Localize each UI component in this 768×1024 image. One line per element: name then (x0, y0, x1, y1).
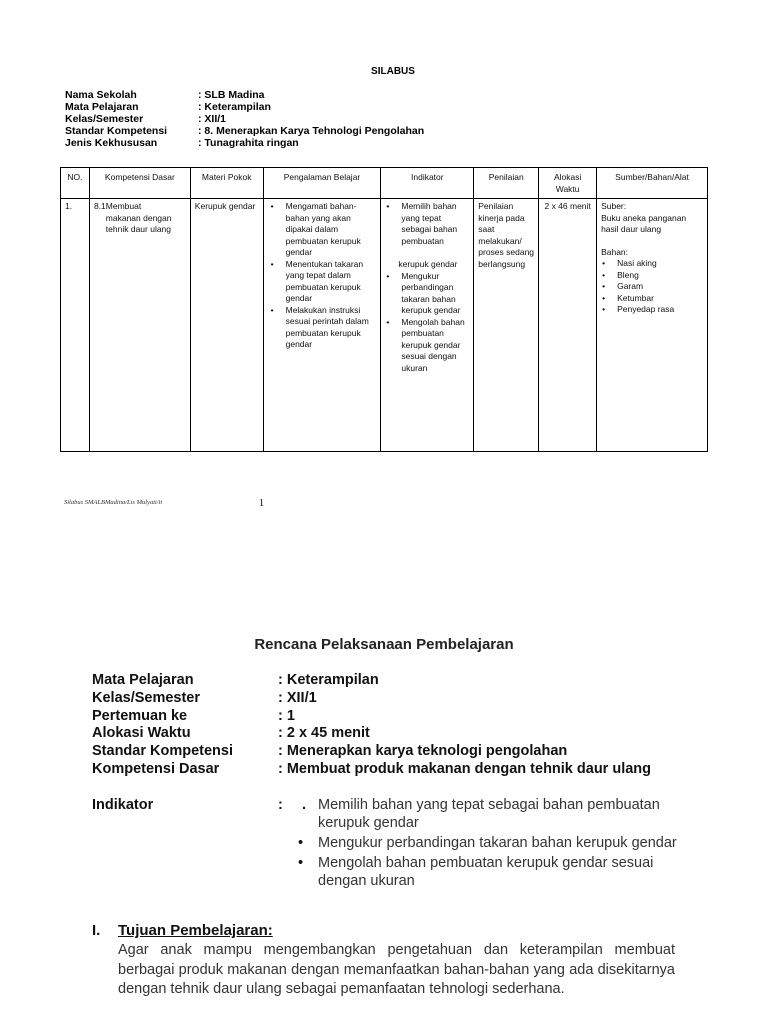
sumber-text: Buku aneka panganan hasil daur ulang (601, 212, 687, 234)
rpp-title: Rencana Pelaksanaan Pembelajaran (254, 636, 514, 653)
info-value: : Keterampilan (278, 672, 379, 688)
list-item: • Mengamati bahan-bahan yang akan dipakai dalam pembuatan kerupuk gendar (270, 201, 377, 259)
info-label: Jenis Kekhususan (65, 137, 158, 149)
info-value: : 8. Menerapkan Karya Tehnologi Pengolahan (198, 125, 425, 137)
cell-no: 1. (61, 199, 90, 452)
info-label: Standar Kompetensi (65, 125, 168, 137)
info-row (65, 101, 424, 113)
column-header: NO. (61, 168, 90, 199)
column-header: Indikator (381, 168, 474, 199)
list-item: • Menentukan takaran yang tepat dalam pembuatan kerupuk gendar (270, 259, 377, 305)
column-header: Penilaian (474, 168, 539, 199)
list-item: • Nasi aking (601, 258, 703, 270)
info-value: : XII/1 (278, 689, 317, 706)
indikator-label: Indikator (92, 797, 154, 813)
list-item: • Penyedap rasa (601, 304, 703, 316)
info-value: : XII/1 (198, 113, 227, 125)
indikator-list (318, 796, 688, 892)
column-header: Sumber/Bahan/Alat (597, 168, 708, 199)
list-item: • Mengukur perbandingan takaran bahan kerupuk gendar (385, 271, 469, 317)
info-row (92, 743, 658, 761)
list-item (385, 201, 469, 271)
sumber-label: Suber: (601, 201, 627, 211)
section-number: I. (92, 922, 101, 939)
cell-kompetensi (89, 199, 190, 452)
indikator-text: Memilih bahan yang tepat sebagai bahan pembuatan (401, 201, 458, 246)
info-value: : Tunagrahita ringan (198, 137, 299, 149)
info-value: : Menerapkan karya teknologi pengolahan (278, 743, 568, 760)
info-value: : Keterampilan (198, 101, 271, 113)
info-label: Alokasi Waktu (92, 725, 191, 742)
info-label: Mata Pelajaran (92, 672, 194, 688)
table-header-row (61, 168, 708, 199)
info-label: Kelas/Semester (65, 113, 144, 125)
list-item: • Mengolah bahan pembuatan kerupuk gendar sesuai dengan ukuran (385, 317, 469, 375)
column-header: Pengalaman Belajar (263, 168, 381, 199)
list-item: • Bleng (601, 270, 703, 282)
info-row (65, 89, 424, 101)
info-label: Mata Pelajaran (65, 101, 139, 113)
cell-pengalaman (263, 199, 381, 452)
info-row (92, 672, 658, 690)
info-row (92, 725, 658, 743)
info-label: Kompetensi Dasar (92, 760, 220, 777)
list-item: . Memilih bahan yang tepat sebagai bahan pembuatan kerupuk gendar (318, 796, 688, 832)
rpp-info (92, 672, 658, 779)
cell-indikator (381, 199, 474, 452)
table-row (61, 199, 708, 452)
bahan-label: Bahan: (601, 246, 629, 257)
info-row (92, 690, 658, 708)
silabus-title: SILABUS (371, 66, 415, 77)
kd-text: Membuat makanan dengan tehnik daur ulang (105, 201, 172, 234)
column-header: Alokasi Waktu (539, 168, 597, 199)
info-value: : 2 x 45 menit (278, 725, 370, 742)
page-footer: Silabus SMALBMadina/Lis Mulyati/ti (64, 499, 163, 506)
section-heading (92, 922, 273, 939)
info-label: Kelas/Semester (92, 689, 201, 706)
list-item: • Melakukan instruksi sesuai perintah dalam pembuatan kerupuk gendar (270, 305, 377, 351)
column-header: Materi Pokok (190, 168, 263, 199)
info-label: Nama Sekolah (65, 89, 137, 101)
list-item: • Ketumbar (601, 293, 703, 305)
info-row (65, 125, 424, 137)
info-row (92, 761, 658, 779)
indikator-colon: : (278, 797, 283, 813)
info-row (65, 137, 424, 149)
silabus-info (65, 89, 424, 149)
cell-materi: Kerupuk gendar (190, 199, 263, 452)
list-item: • Mengukur perbandingan takaran bahan kerupuk gendar (318, 834, 688, 852)
info-row (92, 708, 658, 726)
section-paragraph: Agar anak mampu mengembangkan pengetahuan dan keterampilan membuat berbagai produk makanan dengan memanfaatkan bahan-bahan yang ada disekitarnya dengan tehnik daur ulang sebagai pemanfaatan tehnologi sederhana. (118, 942, 675, 997)
cell-sumber (597, 199, 708, 452)
info-label: Standar Kompetensi (92, 743, 233, 760)
indikator-text-cont: kerupuk gendar (398, 259, 458, 269)
info-value: : Membuat produk makanan dengan tehnik daur ulang (278, 760, 652, 777)
section-title: Tujuan Pembelajaran: (118, 922, 273, 939)
column-header: Kompetensi Dasar (89, 168, 190, 199)
page-number: 1 (259, 498, 264, 509)
info-label: Pertemuan ke (92, 707, 188, 724)
list-item: • Mengolah bahan pembuatan kerupuk gendar sesuai dengan ukuran (318, 854, 688, 890)
cell-penilaian: Penilaian kinerja pada saat melakukan/ proses sedang berlangsung (474, 199, 539, 452)
info-value: : SLB Madina (198, 89, 265, 101)
list-item: • Garam (601, 281, 703, 293)
cell-alokasi: 2 x 46 menit (539, 199, 597, 452)
info-value: : 1 (278, 707, 295, 724)
kd-number: 8.1 (93, 201, 106, 211)
info-row (65, 113, 424, 125)
silabus-table (60, 167, 708, 452)
